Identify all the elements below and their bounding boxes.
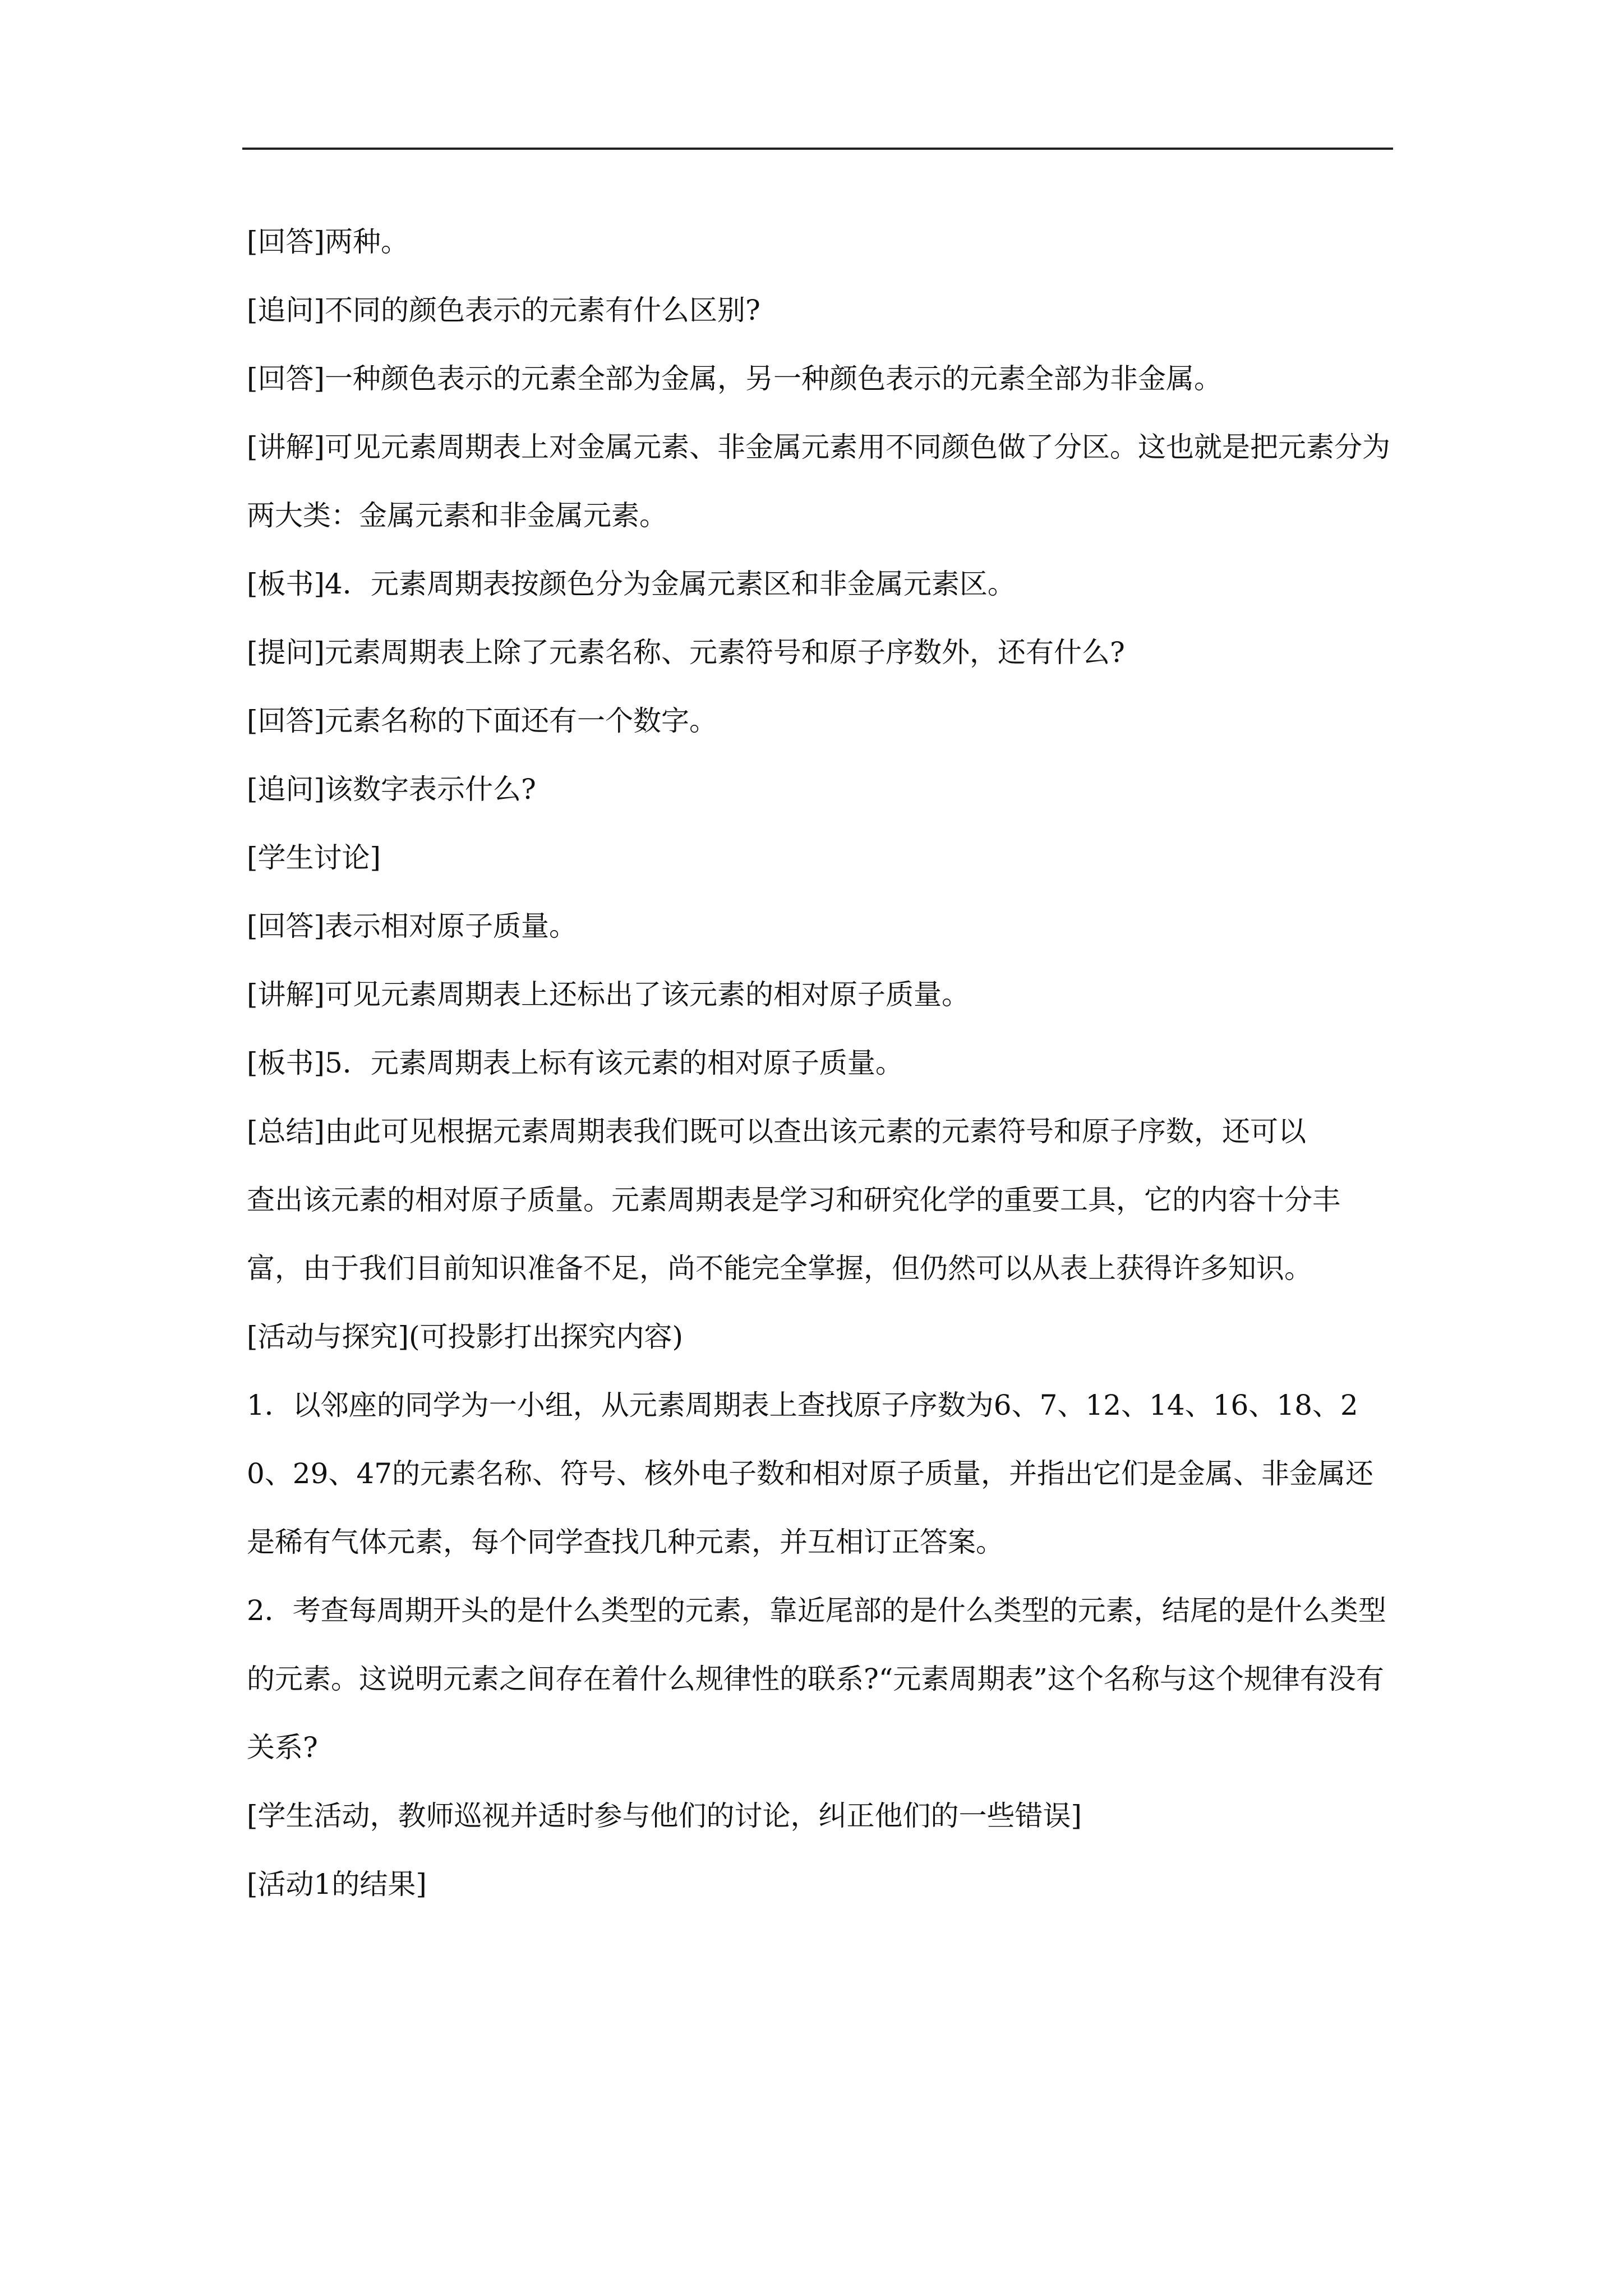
paragraph-student-discussion: [学生讨论] bbox=[247, 841, 381, 874]
paragraph-answer-metal-nonmetal: [回答]一种颜色表示的元素全部为金属，另一种颜色表示的元素全部为非金属。 bbox=[247, 362, 1223, 395]
paragraph-follow-up-number-meaning: [追问]该数字表示什么? bbox=[247, 773, 536, 806]
paragraph-follow-up-colors: [追问]不同的颜色表示的元素有什么区别? bbox=[247, 294, 760, 326]
paragraph-answer-atomic-mass: [回答]表示相对原子质量。 bbox=[247, 910, 578, 942]
paragraph-activity-heading: [活动与探究](可投影打出探究内容) bbox=[247, 1320, 684, 1353]
paragraph-board-note-4: [板书]4．元素周期表按颜色分为金属元素区和非金属元素区。 bbox=[247, 568, 1016, 600]
paragraph-answer-two-kinds: [回答]两种。 bbox=[247, 226, 409, 258]
document-body bbox=[247, 208, 1391, 1918]
paragraph-activity-2: 2．考查每周期开头的是什么类型的元素，靠近尾部的是什么类型的元素，结尾的是什么类型的元素。这说明元素之间存在着什么规律性的联系?“元素周期表”这个名称与这个规律有没有关系? bbox=[247, 1594, 1386, 1764]
paragraph-student-activity: [学生活动，教师巡视并适时参与他们的讨论，纠正他们的一些错误] bbox=[247, 1800, 1082, 1832]
paragraph-summary-start: [总结]由此可见根据元素周期表我们既可以查出该元素的元素符号和原子序数，还可以 bbox=[247, 1115, 1307, 1148]
header-rule bbox=[242, 148, 1393, 150]
paragraph-summary-continued: 查出该元素的相对原子质量。元素周期表是学习和研究化学的重要工具，它的内容十分丰富，由于我们目前知识准备不足，尚不能完全掌握，但仍然可以从表上获得许多知识。 bbox=[247, 1184, 1340, 1285]
paragraph-activity-1: 1．以邻座的同学为一小组，从元素周期表上查找原子序数为6、7、12、14、16、18、20、29、47的元素名称、符号、核外电子数和相对原子质量，并指出它们是金属、非金属还是稀有气体元素，每个同学查找几种元素，并互相订正答案。 bbox=[247, 1389, 1374, 1558]
paragraph-question-other-info: [提问]元素周期表上除了元素名称、元素符号和原子序数外，还有什么? bbox=[247, 636, 1125, 669]
paragraph-explanation-atomic-mass: [讲解]可见元素周期表上还标出了该元素的相对原子质量。 bbox=[247, 978, 970, 1011]
paragraph-explanation-color-zones: [讲解]可见元素周期表上对金属元素、非金属元素用不同颜色做了分区。这也就是把元素分为两大类：金属元素和非金属元素。 bbox=[247, 431, 1391, 532]
paragraph-activity-1-result: [活动1的结果] bbox=[247, 1868, 427, 1901]
paragraph-board-note-5: [板书]5．元素周期表上标有该元素的相对原子质量。 bbox=[247, 1047, 903, 1079]
paragraph-answer-number-below: [回答]元素名称的下面还有一个数字。 bbox=[247, 705, 718, 737]
